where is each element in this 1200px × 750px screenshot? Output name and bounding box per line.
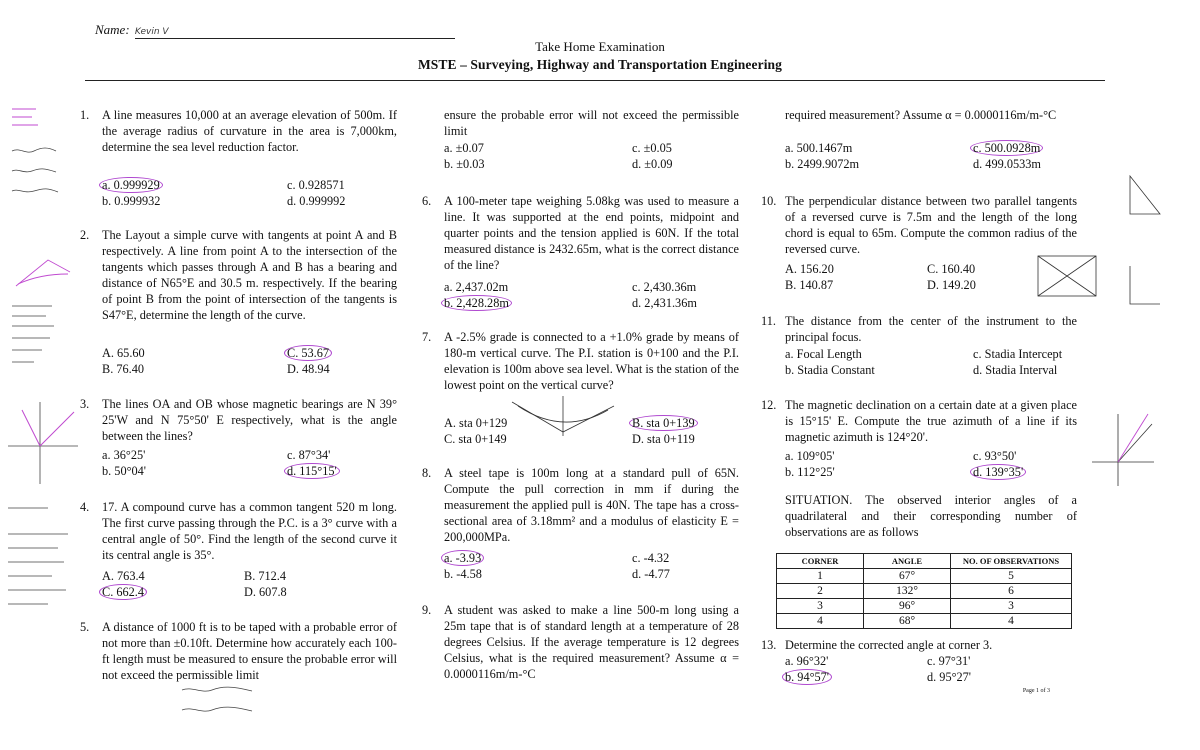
question-1 xyxy=(80,108,397,156)
col-angle: ANGLE xyxy=(864,554,951,569)
name-field xyxy=(95,22,455,39)
azimuth-sketch xyxy=(1088,410,1158,495)
question-number: 4. xyxy=(80,500,90,514)
option-b[interactable]: b. Stadia Constant xyxy=(785,363,875,377)
bearing-sketch-icon xyxy=(4,398,84,488)
reversed-curve-icon xyxy=(1034,170,1164,320)
question-text: A 100-meter tape weighing 5.08kg was used to measure a line. It was supported at the end points, midpoint and quarter points and the tension applied is 60N. If the total measured distance is 2432.65m, what is the correct distance of the line? xyxy=(444,194,739,272)
question-number: 13. xyxy=(761,638,777,652)
option-a[interactable]: a. ±0.07 xyxy=(444,141,484,155)
option-d[interactable]: D. 48.94 xyxy=(287,362,330,376)
option-c[interactable]: c. 2,430.36m xyxy=(632,280,697,294)
option-d[interactable]: d. 115°15' xyxy=(287,464,340,480)
question-number: 10. xyxy=(761,194,777,208)
question-text: 17. A compound curve has a common tangent 520 m long. The first curve passing through the P.C. is a 3° curve with a central angle of 50°. Find the length of the second curve it its central angle is 35°. xyxy=(102,500,397,562)
options-q1 xyxy=(102,178,402,210)
option-a[interactable]: a. 0.999929 xyxy=(102,178,163,194)
vertical-curve-sketch xyxy=(508,392,618,447)
question-text: A distance of 1000 ft is to be taped with a probable error of not more than ±0.10ft. Determine how accurately each 100-ft length must be measured to ensure the probable error will not exceed the permissible limit xyxy=(102,620,397,682)
question-number: 6. xyxy=(422,194,432,208)
vertical-curve-icon xyxy=(508,392,618,442)
option-b[interactable]: b. ±0.03 xyxy=(444,157,485,171)
option-b[interactable]: b. 50°04' xyxy=(102,464,147,478)
options-q13 xyxy=(785,654,1085,686)
question-text: The Layout a simple curve with tangents at point A and B respectively. A line from point A to the intersection of the tangents which passes through A and B has a bearing and distance of N65°E and 30.5 m. respectively. If the bearing of point B from the point of intersection of the tangents is S47°E, determine the length of the curve. xyxy=(102,228,397,322)
options-q4 xyxy=(102,569,402,601)
option-b[interactable]: b. 0.999932 xyxy=(102,194,161,208)
question-text: A student was asked to make a line 500-m long using a 25m tape that is of standard length at a temperature of 28 degrees Celsius. If the average temperature is 12 degrees Celsius, what is the required measurement? Assume α = 0.0000116m/m-°C xyxy=(444,603,739,681)
question-text: Determine the corrected angle at corner 3. xyxy=(785,638,993,652)
option-c[interactable]: c. ±0.05 xyxy=(632,141,672,155)
question-12 xyxy=(761,398,1077,446)
question-13 xyxy=(761,638,1077,654)
question-6 xyxy=(422,194,739,274)
handwritten-diagram-q2 xyxy=(8,250,78,375)
question-text: The magnetic declination on a certain date at a given place is 15°15' E. Compute the true azimuth of a line if its magnetic azimuth is 124°20'. xyxy=(785,398,1077,444)
option-d[interactable]: d. 95°27' xyxy=(927,670,972,684)
question-number: 9. xyxy=(422,603,432,617)
question-8 xyxy=(422,466,739,546)
exam-title: Take Home Examination xyxy=(535,39,665,54)
col-observations: NO. OF OBSERVATIONS xyxy=(951,554,1072,569)
option-d[interactable]: d. -4.77 xyxy=(632,567,670,581)
options-q3 xyxy=(102,448,402,480)
option-a[interactable]: a. 109°05' xyxy=(785,449,835,463)
table-row: 1 67° 5 xyxy=(777,569,1072,584)
option-d[interactable]: D. 149.20 xyxy=(927,278,976,292)
option-b[interactable]: B. 76.40 xyxy=(102,362,145,376)
question-number: 3. xyxy=(80,397,90,411)
option-a[interactable]: a. 96°32' xyxy=(785,654,829,668)
handwritten-notes-q1 xyxy=(8,103,78,203)
table-row: 2 132° 6 xyxy=(777,584,1072,599)
option-c[interactable]: C. 160.40 xyxy=(927,262,976,276)
question-text: The distance from the center of the instrument to the principal focus. xyxy=(785,314,1077,344)
option-a[interactable]: a. 2,437.02m xyxy=(444,280,509,294)
option-d[interactable]: D. sta 0+119 xyxy=(632,432,695,446)
option-a[interactable]: A. 156.20 xyxy=(785,262,834,276)
azimuth-icon xyxy=(1088,410,1158,490)
option-a[interactable]: A. sta 0+129 xyxy=(444,416,508,430)
handwritten-diagram-q3 xyxy=(4,398,84,493)
question-9-tail xyxy=(785,108,1077,124)
question-text: A steel tape is 100m long at a standard pull of 65N. Compute the pull correction in mm if during the measurement the applied pull is 40N. The tape has a cross-sectional area of 3.18mm² and a modulus of elasticity E = 200,000MPa. xyxy=(444,466,739,544)
option-c[interactable]: c. 87°34' xyxy=(287,448,331,462)
option-d[interactable]: d. 139°35' xyxy=(973,465,1026,481)
question-text: A -2.5% grade is connected to a +1.0% grade by means of 180-m vertical curve. The P.I. station is 0+100 and the P.I. elevation is 100m above sea level. What is the station of the lowest point on the vertical curve? xyxy=(444,330,739,392)
scribble-icon xyxy=(178,682,288,718)
col-corner: CORNER xyxy=(777,554,864,569)
page-footer: Page 1 of 3 xyxy=(1022,688,1050,694)
question-text-tail: ensure the probable error will not exceed the permissible limit xyxy=(444,108,739,138)
option-c[interactable]: c. -4.32 xyxy=(632,551,670,565)
options-q6 xyxy=(444,280,744,312)
question-number: 12. xyxy=(761,398,777,412)
handwritten-notes-q4 xyxy=(4,500,94,615)
option-c[interactable]: C. 662.4 xyxy=(102,585,147,601)
question-number: 2. xyxy=(80,228,90,242)
course-title: MSTE – Surveying, Highway and Transportation Engineering xyxy=(417,57,783,72)
option-b[interactable]: b. 94°57' xyxy=(785,670,832,686)
option-d[interactable]: d. 0.999992 xyxy=(287,194,346,208)
option-b[interactable]: b. 2499.9072m xyxy=(785,157,860,171)
option-a[interactable]: a. -3.93 xyxy=(444,551,484,567)
reversed-curve-sketch xyxy=(1034,170,1164,325)
option-d[interactable]: D. 607.8 xyxy=(244,585,287,599)
option-a[interactable]: a. Focal Length xyxy=(785,347,862,361)
name-label: Name: xyxy=(95,22,130,37)
header-divider xyxy=(85,80,1105,81)
question-7 xyxy=(422,330,739,394)
handwritten-notes-q5 xyxy=(178,682,288,723)
option-a[interactable]: a. 500.1467m xyxy=(785,141,853,155)
question-3 xyxy=(80,397,397,445)
option-b[interactable]: B. sta 0+139 xyxy=(632,416,698,432)
question-number: 11. xyxy=(761,314,776,328)
option-b[interactable]: b. 112°25' xyxy=(785,465,835,479)
options-q9 xyxy=(785,141,1085,173)
observations-table xyxy=(776,553,1072,629)
table-row: 3 96° 3 xyxy=(777,599,1072,614)
question-11 xyxy=(761,314,1077,346)
option-c[interactable]: c. Stadia Intercept xyxy=(973,347,1063,361)
curve-sketch-icon xyxy=(8,250,78,370)
observations-table-wrap xyxy=(776,553,1072,629)
question-5 xyxy=(80,620,397,682)
options-q5 xyxy=(444,141,744,173)
question-9 xyxy=(422,603,739,681)
options-q8 xyxy=(444,551,744,583)
question-4 xyxy=(80,500,397,564)
question-number: 5. xyxy=(80,620,90,634)
option-d[interactable]: d. 499.0533m xyxy=(973,157,1041,171)
option-a[interactable]: A. 65.60 xyxy=(102,346,145,360)
name-value: Kevin V xyxy=(135,22,455,39)
option-c[interactable]: c. 0.928571 xyxy=(287,178,345,192)
scribble-icon xyxy=(8,103,78,198)
option-b[interactable]: b. -4.58 xyxy=(444,567,482,581)
option-d[interactable]: d. ±0.09 xyxy=(632,157,673,171)
question-text-tail: required measurement? Assume α = 0.0000116m/m-°C xyxy=(785,108,1057,122)
question-2 xyxy=(80,228,397,323)
option-b[interactable]: B. 140.87 xyxy=(785,278,834,292)
option-c[interactable]: c. 93°50' xyxy=(973,449,1017,463)
option-c[interactable]: c. 500.0928m xyxy=(973,141,1043,157)
question-text: The lines OA and OB whose magnetic bearings are N 39° 25'W and N 75°50' E respectively, what is the angle between the lines? xyxy=(102,397,397,443)
option-a[interactable]: a. 36°25' xyxy=(102,448,146,462)
table-row: 4 68° 4 xyxy=(777,614,1072,629)
option-b[interactable]: b. 2,428.28m xyxy=(444,296,512,312)
question-number: 1. xyxy=(80,108,90,122)
option-d[interactable]: d. Stadia Interval xyxy=(973,363,1058,377)
option-b[interactable]: B. 712.4 xyxy=(244,569,287,583)
option-a[interactable]: A. 763.4 xyxy=(102,569,145,583)
question-text: The perpendicular distance between two parallel tangents of a reversed curve is 7.5m and the length of the long chord is equal to 65m. Compute the common radius of the reversed curve. xyxy=(785,194,1077,256)
option-d[interactable]: d. 2,431.36m xyxy=(632,296,697,310)
options-q11 xyxy=(785,347,1085,379)
situation: SITUATION. The observed interior angles of a quadrilateral and their corresponding number of observations are as follows xyxy=(785,493,1077,539)
option-c[interactable]: C. sta 0+149 xyxy=(444,432,507,446)
option-c[interactable]: C. 53.67 xyxy=(287,346,332,362)
options-q2 xyxy=(102,346,402,378)
scribble-icon xyxy=(4,500,94,610)
options-q12 xyxy=(785,449,1085,481)
question-number: 7. xyxy=(422,330,432,344)
question-number: 8. xyxy=(422,466,432,480)
question-text: A line measures 10,000 at an average elevation of 500m. If the average radius of curvature in the area is 7,000km, determine the sea level reduction factor. xyxy=(102,108,397,154)
question-5-tail xyxy=(444,108,739,140)
option-c[interactable]: c. 97°31' xyxy=(927,654,971,668)
